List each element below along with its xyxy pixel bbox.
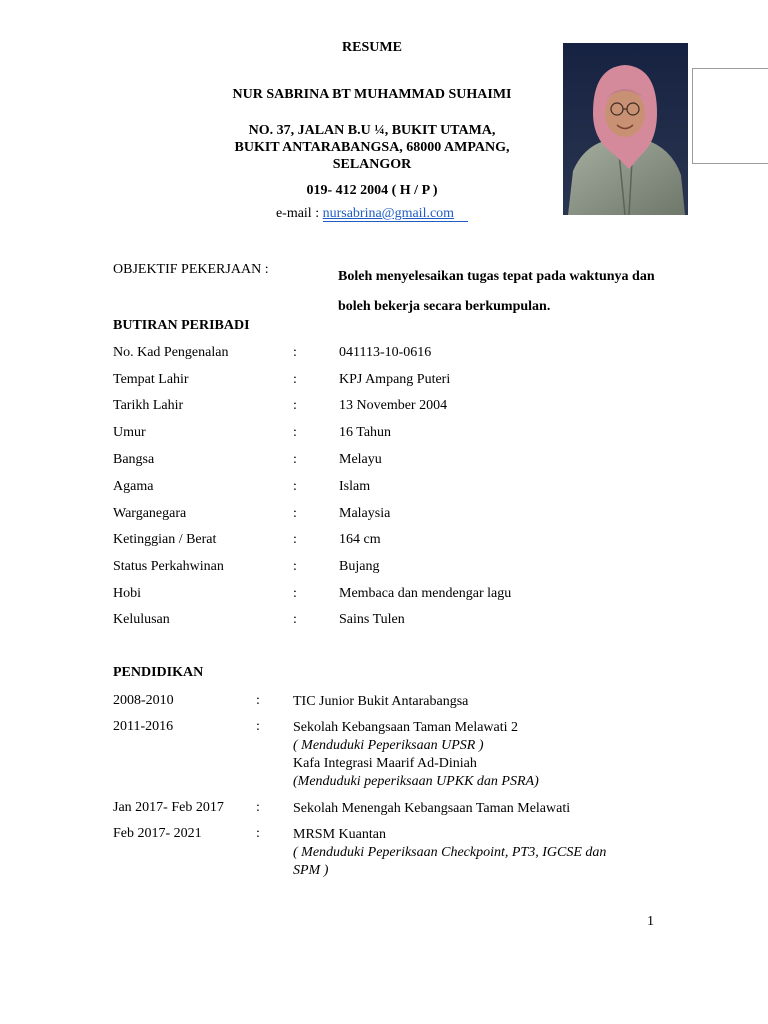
row-value: 16 Tahun — [339, 425, 392, 440]
edu-colon: : — [256, 719, 260, 734]
row-label: Kelulusan — [113, 612, 170, 627]
row-label: Agama — [113, 479, 154, 494]
row-label: Bangsa — [113, 452, 155, 467]
profile-photo — [563, 43, 688, 215]
row-value: Malaysia — [339, 506, 391, 521]
resume-title: RESUME — [342, 40, 402, 55]
objective-line-2: boleh bekerja secara berkumpulan. — [338, 299, 551, 314]
objective-label — [113, 262, 269, 278]
row-value: Bujang — [339, 559, 380, 574]
objective-text — [338, 262, 678, 322]
edu-detail — [293, 719, 653, 791]
edu-note: ( Menduduki Peperiksaan UPSR ) — [293, 738, 484, 753]
edu-colon: : — [256, 826, 260, 841]
row-label: Warganegara — [113, 506, 187, 521]
personal-row — [113, 559, 673, 581]
edu-note-2: (Menduduki peperiksaan UPKK dan PSRA) — [293, 774, 539, 789]
edu-school: MRSM Kuantan — [293, 827, 386, 842]
edu-detail — [293, 826, 653, 880]
personal-row — [113, 345, 673, 367]
address-line-1: NO. 37, JALAN B.U ¼, BUKIT UTAMA, — [248, 123, 496, 138]
personal-row — [113, 425, 673, 447]
edu-school: Sekolah Menengah Kebangsaan Taman Melawati — [293, 801, 571, 816]
row-label: Tempat Lahir — [113, 372, 189, 387]
row-label: No. Kad Pengenalan — [113, 345, 229, 360]
edu-school: TIC Junior Bukit Antarabangsa — [293, 694, 469, 709]
objective-heading: OBJEKTIF PEKERJAAN — [113, 262, 262, 277]
page-number: 1 — [647, 914, 654, 929]
row-label: Tarikh Lahir — [113, 398, 184, 413]
row-value: KPJ Ampang Puteri — [339, 372, 451, 387]
row-value: Membaca dan mendengar lagu — [339, 586, 512, 601]
row-value: Islam — [339, 479, 371, 494]
row-value: Melayu — [339, 452, 382, 467]
row-colon: : — [293, 612, 297, 627]
row-label: Ketinggian / Berat — [113, 532, 217, 547]
side-frame — [692, 68, 768, 164]
personal-row — [113, 398, 673, 420]
edu-note: ( Menduduki Peperiksaan Checkpoint, PT3, IGCSE dan — [293, 845, 607, 860]
address-block — [172, 122, 572, 173]
personal-heading: BUTIRAN PERIBADI — [113, 318, 250, 333]
row-label: Hobi — [113, 586, 141, 601]
edu-years: 2008-2010 — [113, 693, 174, 708]
edu-years: 2011-2016 — [113, 719, 174, 734]
edu-detail — [293, 800, 653, 818]
phone-number: 019- 412 2004 ( H / P ) — [306, 183, 438, 198]
email-link[interactable]: nursabrina@gmail.com — [323, 206, 468, 222]
row-colon: : — [293, 586, 297, 601]
personal-row — [113, 452, 673, 474]
row-colon: : — [293, 559, 297, 574]
row-colon: : — [293, 506, 297, 521]
edu-school: Sekolah Kebangsaan Taman Melawati 2 — [293, 720, 519, 735]
row-colon: : — [293, 532, 297, 547]
personal-row — [113, 479, 673, 501]
edu-note-cont: SPM ) — [293, 863, 329, 878]
personal-row — [113, 612, 673, 634]
personal-row — [113, 506, 673, 528]
personal-row — [113, 586, 673, 608]
row-colon: : — [293, 425, 297, 440]
row-value: 164 cm — [339, 532, 381, 547]
row-value: Sains Tulen — [339, 612, 405, 627]
edu-years: Feb 2017- 2021 — [113, 826, 202, 841]
personal-row — [113, 372, 673, 394]
email-label: e-mail : — [275, 206, 320, 221]
row-colon: : — [293, 479, 297, 494]
row-colon: : — [293, 398, 297, 413]
objective-line-1: Boleh menyelesaikan tugas tepat pada waktunya dan — [338, 269, 655, 284]
row-colon: : — [293, 372, 297, 387]
edu-colon: : — [256, 693, 260, 708]
education-heading: PENDIDIKAN — [113, 665, 204, 680]
objective-colon: : — [264, 262, 269, 277]
row-colon: : — [293, 452, 297, 467]
applicant-name: NUR SABRINA BT MUHAMMAD SUHAIMI — [232, 87, 512, 102]
row-label: Umur — [113, 425, 146, 440]
row-value: 13 November 2004 — [339, 398, 448, 413]
edu-detail — [293, 693, 653, 711]
address-line-3: SELANGOR — [332, 157, 412, 172]
row-label: Status Perkahwinan — [113, 559, 224, 574]
email-row — [172, 206, 572, 222]
row-value: 041113-10-0616 — [339, 345, 432, 360]
row-colon: : — [293, 345, 297, 360]
edu-school-2: Kafa Integrasi Maarif Ad-Diniah — [293, 756, 477, 771]
edu-years: Jan 2017- Feb 2017 — [113, 800, 224, 815]
address-line-2: BUKIT ANTARABANGSA, 68000 AMPANG, — [234, 140, 510, 155]
edu-colon: : — [256, 800, 260, 815]
personal-row — [113, 532, 673, 554]
